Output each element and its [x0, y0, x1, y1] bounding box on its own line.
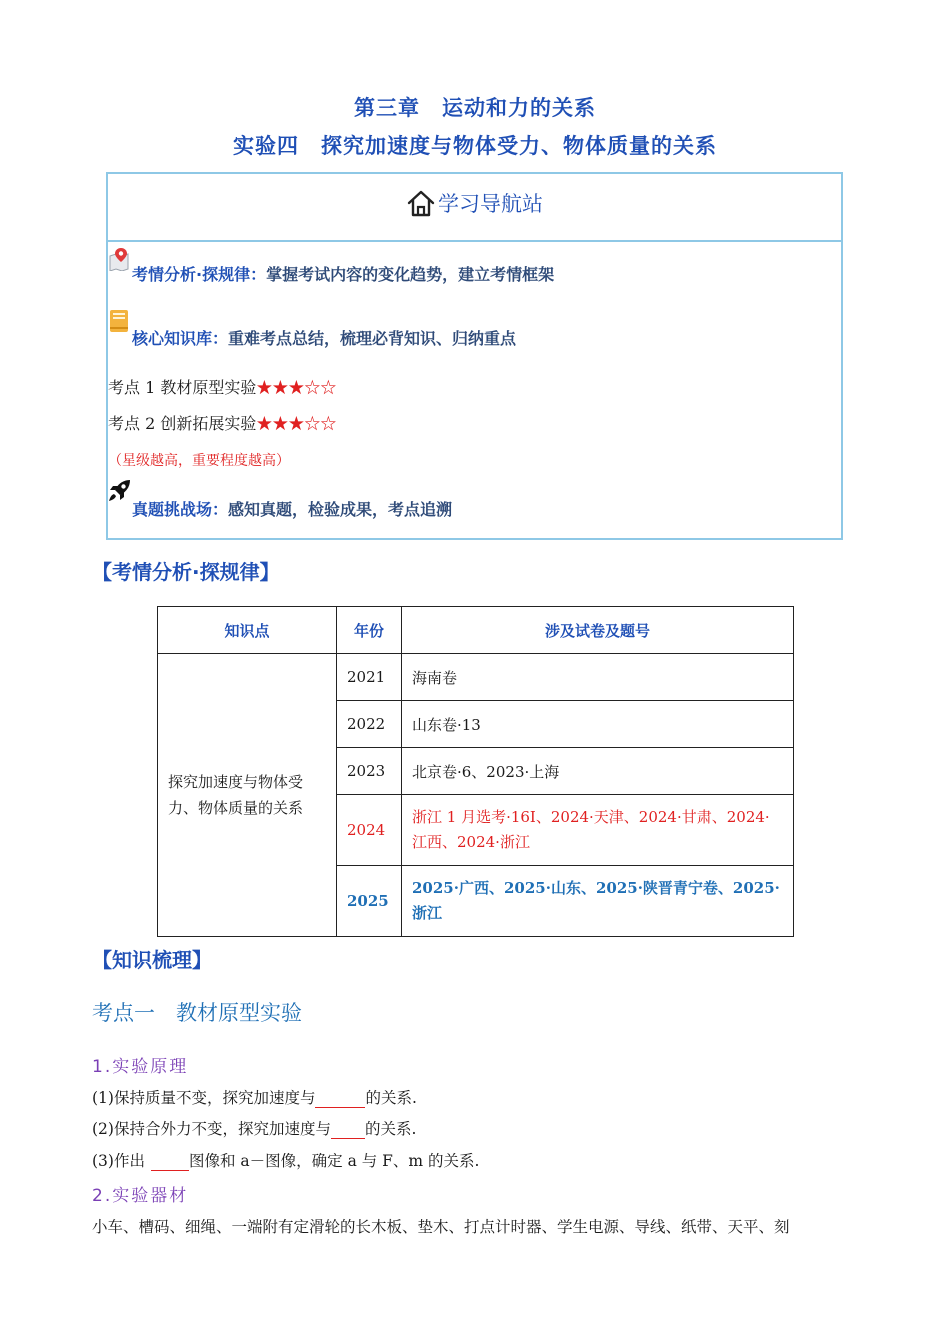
nav-station-header — [106, 172, 843, 242]
home-icon — [406, 188, 436, 218]
chapter-title: 第三章 运动和力的关系 — [354, 96, 596, 120]
section-exam-heading: 【考情分析·探规律】 — [92, 560, 280, 584]
exam-table — [157, 606, 794, 937]
table-header-cell: 涉及试卷及题号 — [402, 607, 794, 654]
principle-line-3-middle: 图像和 a－图像，确定 a 与 F、m 的关系. — [188, 1152, 480, 1170]
principle-heading: 1.实验原理 — [92, 1057, 189, 1077]
principle-line-3-before: (3)作出 — [92, 1152, 145, 1170]
nav-row-real-exam-desc: 感知真题，检验成果，考点追溯 — [228, 500, 453, 519]
table-header-cell: 知识点 — [158, 607, 337, 654]
nav-row-exam-analysis — [132, 262, 554, 285]
principle-line-1-after: 的关系. — [365, 1089, 417, 1107]
nav-kp2 — [108, 411, 336, 434]
papers-cell: 浙江 1 月选考·16Ⅰ、2024·天津、2024·甘肃、2024·江西、2024·浙江 — [402, 795, 794, 866]
star-note: （星级越高，重要程度越高） — [108, 453, 290, 469]
nav-kp1-stars: ★★★☆☆ — [256, 378, 337, 397]
equipment-heading: 2.实验器材 — [92, 1186, 189, 1206]
table-row — [158, 654, 794, 701]
nav-row-real-exam-label: 真题挑战场： — [132, 500, 229, 519]
principle-line-1-before: (1)保持质量不变，探究加速度与 — [92, 1089, 316, 1107]
papers-cell: 海南卷 — [402, 654, 794, 701]
principle-line-3 — [92, 1149, 479, 1171]
year-cell: 2022 — [337, 701, 402, 748]
equipment-text: 小车、槽码、细绳、一端附有定滑轮的长木板、垫木、打点计时器、学生电源、导线、纸带、天平、刻 — [92, 1218, 790, 1236]
book-icon — [108, 309, 130, 333]
nav-row-core-knowledge-desc: 重难考点总结，梳理必背知识、归纳重点 — [228, 329, 517, 348]
year-cell: 2021 — [337, 654, 402, 701]
nav-row-exam-analysis-desc: 掌握考试内容的变化趋势，建立考情框架 — [266, 265, 555, 284]
papers-cell: 山东卷·13 — [402, 701, 794, 748]
nav-station-title: 学习导航站 — [438, 192, 543, 216]
section-knowledge-heading: 【知识梳理】 — [92, 948, 212, 972]
table-header-cell: 年份 — [337, 607, 402, 654]
year-cell: 2025 — [337, 866, 402, 937]
papers-cell: 北京卷·6、2023·上海 — [402, 748, 794, 795]
year-cell: 2023 — [337, 748, 402, 795]
nav-kp2-label: 考点 2 创新拓展实验 — [108, 414, 257, 433]
nav-kp1-label: 考点 1 教材原型实验 — [108, 378, 257, 397]
rocket-icon — [106, 478, 132, 504]
map-pin-icon — [108, 247, 132, 271]
table-header-row — [158, 607, 794, 654]
experiment-title: 实验四 探究加速度与物体受力、物体质量的关系 — [233, 134, 717, 158]
nav-kp2-stars: ★★★☆☆ — [256, 414, 337, 433]
principle-line-2 — [92, 1117, 416, 1139]
fill-blank — [331, 1124, 365, 1139]
principle-line-2-before: (2)保持合外力不变，探究加速度与 — [92, 1120, 331, 1138]
principle-line-2-after: 的关系. — [364, 1120, 417, 1138]
fill-blank — [315, 1093, 365, 1108]
nav-row-real-exam — [132, 497, 452, 520]
nav-row-core-knowledge — [132, 326, 516, 349]
fill-blank — [151, 1156, 189, 1171]
papers-cell: 2025·广西、2025·山东、2025·陕晋青宁卷、2025·浙江 — [402, 866, 794, 937]
nav-row-core-knowledge-label: 核心知识库： — [132, 329, 229, 348]
kp-one-title: 考点一 教材原型实验 — [92, 1001, 302, 1025]
nav-kp1 — [108, 375, 336, 398]
knowledge-point-cell: 探究加速度与物体受力、物体质量的关系 — [158, 654, 337, 937]
principle-line-1 — [92, 1086, 417, 1108]
nav-row-exam-analysis-label: 考情分析·探规律： — [132, 265, 267, 284]
year-cell: 2024 — [337, 795, 402, 866]
